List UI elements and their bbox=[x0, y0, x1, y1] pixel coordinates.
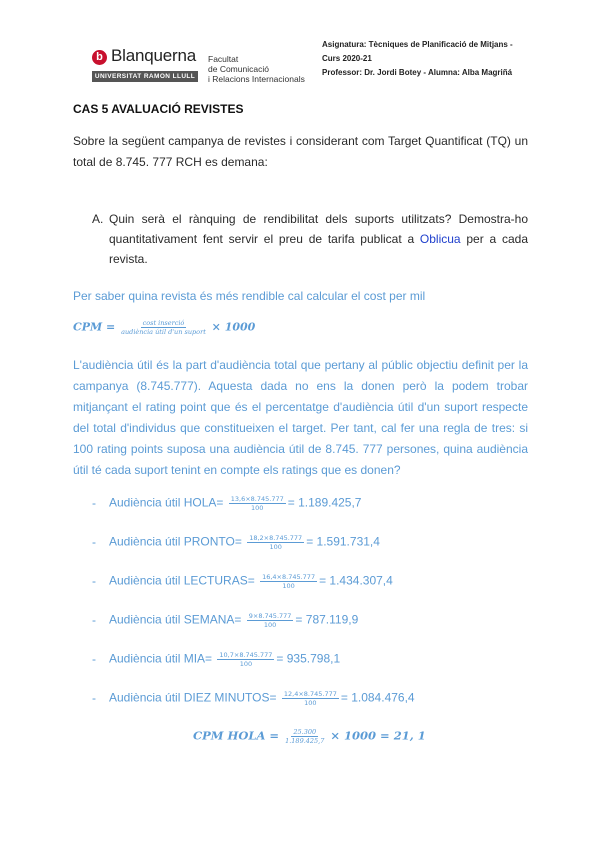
question-text: Quin serà el rànquing de rendibilitat dels suports utilitzats? Demostra-ho quantitativament fent servir el preu de tarifa publicat a Oblicua per a cada revista. bbox=[109, 212, 528, 266]
cpm-hola-fraction bbox=[285, 728, 324, 745]
cpm-denominator: audiència útil d'un suport bbox=[121, 328, 206, 336]
oblicua-link[interactable]: Oblicua bbox=[419, 232, 461, 246]
list-item: - Audiència útil PRONTO= $\frac{18,2\times 8.745.777}{100}$ = 1.591.731,4 bbox=[92, 534, 380, 551]
cpm-hola-lhs: CPM HOLA = bbox=[193, 728, 280, 743]
answer-intro: Per saber quina revista és més rendible cal calcular el cost per mil bbox=[73, 289, 426, 303]
list-item: - Audiència útil DIEZ MINUTOS= $\frac{12,4\times 8.745.777}{100}$ = 1.084.476,4 bbox=[92, 690, 415, 707]
blanquerna-logo-icon: b bbox=[92, 50, 107, 65]
cpm-lhs: CPM = bbox=[73, 320, 116, 334]
faculty-line-2: de Comunicació bbox=[208, 64, 269, 74]
cpm-fraction bbox=[121, 319, 206, 336]
cpm-numerator: cost inserció bbox=[142, 319, 185, 327]
page-title: CAS 5 AVALUACIÓ REVISTES bbox=[73, 102, 244, 116]
logo-university-bar: UNIVERSITAT RAMON LLULL bbox=[92, 71, 198, 82]
faculty-line-1: Facultat bbox=[208, 54, 239, 64]
question-letter: A. bbox=[92, 212, 104, 226]
cpm-hola-rhs: × 1000 = 21, 1 bbox=[330, 728, 426, 743]
list-item: - Audiència útil MIA= $\frac{10,7\times 8.745.777}{100}$ = 935.798,1 bbox=[92, 651, 341, 668]
faculty-name bbox=[208, 54, 305, 84]
cpm-hola-denominator: 1.189.425,7 bbox=[285, 737, 325, 745]
explanation-paragraph: L'audiència útil és la part d'audiència total que pertany al públic objectiu definit per la campanya (8.745.777). Aquesta dada no ens la donen però la podem trobar mitjançant el rating point que és el percentatge d'audiència útil d'un suport respecte del total d'individus que constitueixen el target. Per tant, cal fer una regla de tres: si 100 rating points suposa una audiència útil de 8.745. 777 persones, quina audiència útil té cada suport tenint en compte els ratings que es donen? bbox=[73, 358, 528, 477]
cpm-rhs: × 1000 bbox=[211, 320, 256, 334]
list-item: - Audiència útil HOLA= $\frac{13,6\times 8.745.777}{100}$ = 1.189.425,7 bbox=[92, 495, 362, 512]
professor-line: Professor: Dr. Jordi Botey - Alumna: Alba Magriñá bbox=[322, 68, 513, 77]
subject-line-2: Curs 2020-21 bbox=[322, 54, 372, 63]
logo-name: Blanquerna bbox=[111, 46, 196, 65]
subject-line-1: Asignatura: Tècniques de Planificació de Mitjans - bbox=[322, 40, 513, 49]
cpm-hola-numerator: 25.300 bbox=[293, 728, 317, 736]
list-item: - Audiència útil SEMANA= $\frac{9\times 8.745.777}{100}$ = 787.119,9 bbox=[92, 612, 359, 629]
faculty-line-3: i Relacions Internacionals bbox=[208, 74, 305, 84]
intro-paragraph: Sobre la següent campanya de revistes i considerant com Target Quantificat (TQ) un total de 8.745. 777 RCH es demana: bbox=[73, 134, 528, 169]
cpm-hola-formula bbox=[193, 728, 426, 745]
list-item: - Audiència útil LECTURAS= $\frac{16,4\times 8.745.777}{100}$ = 1.434.307,4 bbox=[92, 573, 393, 590]
cpm-formula bbox=[73, 319, 255, 336]
course-info bbox=[322, 38, 513, 80]
